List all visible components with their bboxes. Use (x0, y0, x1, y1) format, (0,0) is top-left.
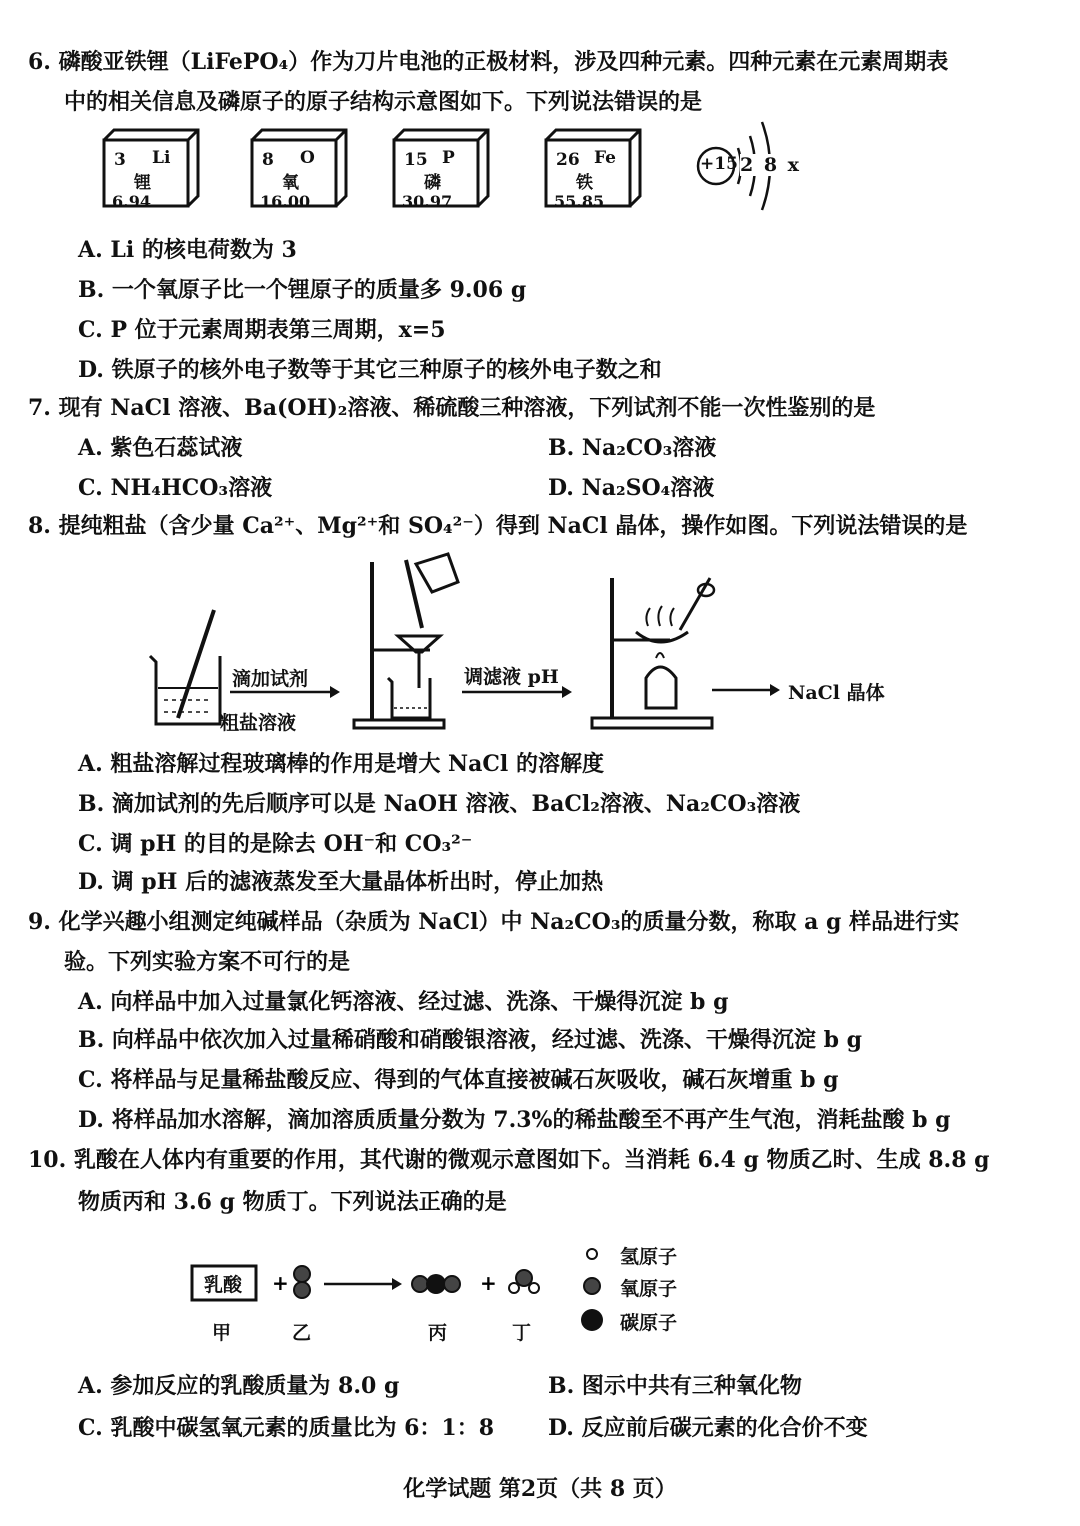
q6-option-a: A. Li 的核电荷数为 3 (78, 237, 297, 263)
q8-option-b: B. 滴加试剂的先后顺序可以是 NaOH 溶液、BaCl₂溶液、Na₂CO₃溶液 (78, 791, 801, 817)
svg-text:+: + (272, 1271, 289, 1295)
q7-option-c: C. NH₄HCO₃溶液 (78, 475, 273, 501)
q9-option-c: C. 将样品与足量稀盐酸反应、得到的气体直接被碱石灰吸收，碱石灰增重 b g (78, 1067, 839, 1093)
atomic-number: 15 (404, 150, 428, 170)
step-adjust-ph-label: 调滤液 pH (464, 666, 559, 688)
q6-option-b: B. 一个氧原子比一个锂原子的质量多 9.06 g (78, 277, 527, 303)
element-card-fe (546, 138, 634, 211)
legend-hydrogen: 氢原子 (620, 1246, 678, 1268)
label-bing: 丙 (428, 1322, 448, 1344)
q9-stem-line2: 验。下列实验方案不可行的是 (64, 949, 351, 975)
element-card-p (394, 138, 482, 211)
element-card-li (104, 138, 192, 211)
q10-stem-line1: 10. 乳酸在人体内有重要的作用，其代谢的微观示意图如下。当消耗 6.4 g 物质乙时、生成 8.8 g (28, 1147, 990, 1173)
q9-option-d: D. 将样品加水溶解，滴加溶质质量分数为 7.3%的稀盐酸至不再产生气泡，消耗盐酸 b g (78, 1107, 951, 1133)
label-ding: 丁 (512, 1322, 532, 1344)
q8-option-d: D. 调 pH 后的滤液蒸发至大量晶体析出时，停止加热 (78, 869, 604, 895)
element-symbol: Li (152, 148, 171, 168)
q8-option-c: C. 调 pH 的目的是除去 OH⁻和 CO₃²⁻ (78, 831, 473, 857)
q6-option-d: D. 铁原子的核外电子数等于其它三种原子的核外电子数之和 (78, 357, 662, 383)
element-symbol: P (442, 148, 455, 168)
nucleus-charge: +15 (700, 154, 738, 174)
q10-option-a: A. 参加反应的乳酸质量为 8.0 g (78, 1373, 400, 1399)
legend-oxygen: 氧原子 (620, 1278, 678, 1300)
atomic-mass: 30.97 (402, 192, 453, 211)
label-jia: 甲 (212, 1322, 232, 1344)
element-symbol: O (300, 148, 315, 168)
element-name: 氧 (282, 173, 299, 193)
atomic-number: 3 (114, 150, 126, 170)
element-card-o (252, 138, 340, 211)
q10-option-b: B. 图示中共有三种氧化物 (548, 1373, 802, 1399)
atomic-number: 26 (556, 150, 580, 170)
q7-option-b: B. Na₂CO₃溶液 (548, 435, 717, 461)
q6-stem-line2: 中的相关信息及磷原子的原子结构示意图如下。下列说法错误的是 (64, 89, 703, 115)
lactic-acid-box-label: 乳酸 (204, 1274, 243, 1296)
label-yi: 乙 (292, 1322, 312, 1344)
element-name: 铁 (576, 173, 593, 193)
q7-option-d: D. Na₂SO₄溶液 (548, 475, 715, 501)
element-name: 锂 (134, 173, 151, 193)
q7-stem: 7. 现有 NaCl 溶液、Ba(OH)₂溶液、稀硫酸三种溶液，下列试剂不能一次性鉴别的是 (28, 395, 876, 421)
q9-option-b: B. 向样品中依次加入过量稀硝酸和硝酸银溶液，经过滤、洗涤、干燥得沉淀 b g (78, 1027, 862, 1053)
atomic-mass: 6.94 (112, 192, 151, 211)
atomic-mass: 16.00 (260, 192, 311, 211)
page-footer: 化学试题 第2页（共 8 页） (403, 1476, 677, 1502)
element-symbol: Fe (594, 148, 616, 168)
svg-text:+: + (480, 1271, 497, 1295)
atomic-mass: 55.85 (554, 192, 605, 211)
q9-option-a: A. 向样品中加入过量氯化钙溶液、经过滤、洗涤、干燥得沉淀 b g (78, 989, 729, 1015)
q10-stem-line2: 物质丙和 3.6 g 物质丁。下列说法正确的是 (78, 1189, 507, 1215)
nacl-crystal-label: NaCl 晶体 (788, 682, 885, 704)
step-add-reagent-label: 滴加试剂 (232, 668, 309, 690)
q8-stem: 8. 提纯粗盐（含少量 Ca²⁺、Mg²⁺和 SO₄²⁻）得到 NaCl 晶体，操作如图。下列说法错误的是 (28, 513, 968, 539)
q8-option-a: A. 粗盐溶解过程玻璃棒的作用是增大 NaCl 的溶解度 (78, 751, 604, 777)
crude-salt-solution-label: 粗盐溶液 (220, 712, 297, 734)
q6-stem-line1: 6. 磷酸亚铁锂（LiFePO₄）作为刀片电池的正极材料，涉及四种元素。四种元素在元素周期表 (28, 49, 949, 75)
q10-reaction-figure (180, 1236, 720, 1356)
q10-option-d: D. 反应前后碳元素的化合价不变 (548, 1415, 868, 1441)
q7-option-a: A. 紫色石蕊试液 (78, 435, 243, 461)
atomic-number: 8 (262, 150, 274, 170)
shell-electrons: 2 8 x (740, 154, 801, 176)
element-name: 磷 (424, 173, 441, 193)
q8-apparatus-figure (140, 548, 940, 748)
q9-stem-line1: 9. 化学兴趣小组测定纯碱样品（杂质为 NaCl）中 Na₂CO₃的质量分数，称取 a g 样品进行实 (28, 909, 960, 935)
q10-option-c: C. 乳酸中碳氢氧元素的质量比为 6：1：8 (78, 1415, 495, 1441)
q6-option-c: C. P 位于元素周期表第三周期，x=5 (78, 317, 446, 343)
legend-carbon: 碳原子 (620, 1312, 678, 1334)
phosphorus-atom-diagram (694, 108, 804, 220)
